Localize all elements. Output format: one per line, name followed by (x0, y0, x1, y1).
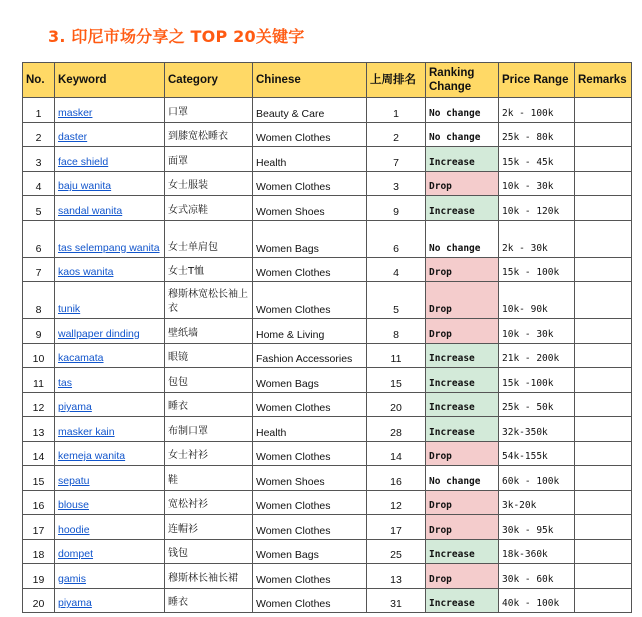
ranking-change-cell: Increase (426, 588, 499, 613)
ranking-change-cell: No change (426, 220, 499, 257)
keyword-link[interactable]: face shield (55, 147, 165, 172)
chinese-cell: Home & Living (253, 319, 367, 344)
keyword-link[interactable]: wallpaper dinding (55, 319, 165, 344)
row-number-cell: 14 (23, 441, 55, 466)
remarks-cell (575, 490, 632, 515)
keyword-link[interactable]: piyama (55, 392, 165, 417)
ranking-change-cell: Increase (426, 539, 499, 564)
table-row (23, 122, 632, 147)
category-cell: 穆斯林宽松长袖上衣 (165, 282, 253, 319)
keyword-table (22, 62, 632, 613)
last-week-rank-cell: 20 (367, 392, 426, 417)
remarks-cell (575, 319, 632, 344)
page-title: 3. 印尼市场分享之 TOP 20关键字 (48, 27, 305, 46)
chinese-cell: Women Clothes (253, 392, 367, 417)
keyword-link[interactable]: tas (55, 368, 165, 393)
ranking-change-cell: Drop (426, 441, 499, 466)
table-row (23, 490, 632, 515)
category-cell: 鞋 (165, 466, 253, 491)
last-week-rank-cell: 1 (367, 98, 426, 123)
table-row (23, 539, 632, 564)
category-cell: 眼镜 (165, 343, 253, 368)
table-row (23, 196, 632, 221)
row-number-cell: 15 (23, 466, 55, 491)
ranking-change-cell: No change (426, 98, 499, 123)
last-week-rank-cell: 6 (367, 220, 426, 257)
category-cell: 睡衣 (165, 392, 253, 417)
chinese-cell: Fashion Accessories (253, 343, 367, 368)
last-week-rank-cell: 7 (367, 147, 426, 172)
keyword-link[interactable]: sandal wanita (55, 196, 165, 221)
last-week-rank-cell: 4 (367, 257, 426, 282)
col-header-remarks: Remarks (575, 63, 632, 98)
keyword-link[interactable]: tunik (55, 282, 165, 319)
chinese-cell: Women Shoes (253, 466, 367, 491)
ranking-change-cell: No change (426, 122, 499, 147)
chinese-cell: Beauty & Care (253, 98, 367, 123)
ranking-change-cell: Increase (426, 196, 499, 221)
remarks-cell (575, 588, 632, 613)
table-row (23, 515, 632, 540)
table-row (23, 417, 632, 442)
keyword-link[interactable]: baju wanita (55, 171, 165, 196)
table-row (23, 220, 632, 257)
price-range-cell: 2k - 30k (499, 220, 575, 257)
last-week-rank-cell: 25 (367, 539, 426, 564)
table-row (23, 441, 632, 466)
remarks-cell (575, 466, 632, 491)
price-range-cell: 10k - 120k (499, 196, 575, 221)
last-week-rank-cell: 11 (367, 343, 426, 368)
remarks-cell (575, 368, 632, 393)
price-range-cell: 25k - 80k (499, 122, 575, 147)
remarks-cell (575, 122, 632, 147)
keyword-link[interactable]: blouse (55, 490, 165, 515)
ranking-change-cell: Drop (426, 564, 499, 589)
table-row (23, 392, 632, 417)
table-header-row (23, 63, 632, 98)
remarks-cell (575, 515, 632, 540)
category-cell: 连帽衫 (165, 515, 253, 540)
last-week-rank-cell: 13 (367, 564, 426, 589)
last-week-rank-cell: 9 (367, 196, 426, 221)
price-range-cell: 21k - 200k (499, 343, 575, 368)
price-range-cell: 30k - 95k (499, 515, 575, 540)
remarks-cell (575, 441, 632, 466)
chinese-cell: Women Clothes (253, 282, 367, 319)
table-body (23, 98, 632, 613)
keyword-link[interactable]: masker (55, 98, 165, 123)
table-row (23, 171, 632, 196)
chinese-cell: Women Shoes (253, 196, 367, 221)
row-number-cell: 3 (23, 147, 55, 172)
remarks-cell (575, 343, 632, 368)
remarks-cell (575, 282, 632, 319)
category-cell: 穆斯林长袖长裙 (165, 564, 253, 589)
keyword-link[interactable]: piyama (55, 588, 165, 613)
row-number-cell: 9 (23, 319, 55, 344)
col-header-no: No. (23, 63, 55, 98)
price-range-cell: 54k-155k (499, 441, 575, 466)
remarks-cell (575, 220, 632, 257)
ranking-change-cell: Increase (426, 147, 499, 172)
category-cell: 壁纸墙 (165, 319, 253, 344)
remarks-cell (575, 564, 632, 589)
last-week-rank-cell: 8 (367, 319, 426, 344)
category-cell: 到膝宽松睡衣 (165, 122, 253, 147)
last-week-rank-cell: 12 (367, 490, 426, 515)
price-range-cell: 2k - 100k (499, 98, 575, 123)
last-week-rank-cell: 28 (367, 417, 426, 442)
row-number-cell: 7 (23, 257, 55, 282)
row-number-cell: 4 (23, 171, 55, 196)
price-range-cell: 40k - 100k (499, 588, 575, 613)
category-cell: 女士服装 (165, 171, 253, 196)
col-header-ranking-change: Ranking Change (426, 63, 499, 98)
col-header-category: Category (165, 63, 253, 98)
category-cell: 钱包 (165, 539, 253, 564)
row-number-cell: 11 (23, 368, 55, 393)
keyword-link[interactable]: sepatu (55, 466, 165, 491)
price-range-cell: 3k-20k (499, 490, 575, 515)
row-number-cell: 10 (23, 343, 55, 368)
category-cell: 布制口罩 (165, 417, 253, 442)
category-cell: 女式凉鞋 (165, 196, 253, 221)
table-row (23, 588, 632, 613)
ranking-change-cell: Drop (426, 319, 499, 344)
keyword-link[interactable]: kacamata (55, 343, 165, 368)
ranking-change-cell: Drop (426, 490, 499, 515)
chinese-cell: Women Clothes (253, 257, 367, 282)
price-range-cell: 30k - 60k (499, 564, 575, 589)
keyword-link[interactable]: kemeja wanita (55, 441, 165, 466)
category-cell: 口罩 (165, 98, 253, 123)
price-range-cell: 60k - 100k (499, 466, 575, 491)
price-range-cell: 15k -100k (499, 368, 575, 393)
keyword-link[interactable]: daster (55, 122, 165, 147)
col-header-keyword: Keyword (55, 63, 165, 98)
category-cell: 女士衬衫 (165, 441, 253, 466)
chinese-cell: Women Clothes (253, 122, 367, 147)
ranking-change-cell: Drop (426, 257, 499, 282)
ranking-change-cell: Increase (426, 368, 499, 393)
keyword-link[interactable]: dompet (55, 539, 165, 564)
ranking-change-cell: Increase (426, 417, 499, 442)
category-cell: 睡衣 (165, 588, 253, 613)
remarks-cell (575, 98, 632, 123)
table-row (23, 368, 632, 393)
last-week-rank-cell: 14 (367, 441, 426, 466)
last-week-rank-cell: 5 (367, 282, 426, 319)
ranking-change-cell: Drop (426, 282, 499, 319)
chinese-cell: Women Clothes (253, 171, 367, 196)
row-number-cell: 20 (23, 588, 55, 613)
last-week-rank-cell: 17 (367, 515, 426, 540)
category-cell: 女士单肩包 (165, 220, 253, 257)
price-range-cell: 15k - 45k (499, 147, 575, 172)
category-cell: 面罩 (165, 147, 253, 172)
table-row (23, 319, 632, 344)
remarks-cell (575, 392, 632, 417)
remarks-cell (575, 417, 632, 442)
price-range-cell: 10k- 90k (499, 282, 575, 319)
last-week-rank-cell: 16 (367, 466, 426, 491)
price-range-cell: 32k-350k (499, 417, 575, 442)
category-cell: 包包 (165, 368, 253, 393)
remarks-cell (575, 257, 632, 282)
row-number-cell: 19 (23, 564, 55, 589)
ranking-change-cell: No change (426, 466, 499, 491)
remarks-cell (575, 196, 632, 221)
last-week-rank-cell: 31 (367, 588, 426, 613)
price-range-cell: 18k-360k (499, 539, 575, 564)
last-week-rank-cell: 2 (367, 122, 426, 147)
table-row (23, 466, 632, 491)
table-row (23, 282, 632, 319)
chinese-cell: Women Clothes (253, 441, 367, 466)
row-number-cell: 12 (23, 392, 55, 417)
last-week-rank-cell: 15 (367, 368, 426, 393)
price-range-cell: 25k - 50k (499, 392, 575, 417)
col-header-last-week-rank: 上周排名 (367, 63, 426, 98)
ranking-change-cell: Drop (426, 515, 499, 540)
chinese-cell: Women Clothes (253, 588, 367, 613)
row-number-cell: 6 (23, 220, 55, 257)
chinese-cell: Women Clothes (253, 515, 367, 540)
keyword-link[interactable]: kaos wanita (55, 257, 165, 282)
keyword-link[interactable]: masker kain (55, 417, 165, 442)
chinese-cell: Women Bags (253, 368, 367, 393)
price-range-cell: 10k - 30k (499, 171, 575, 196)
keyword-link[interactable]: tas selempang wanita (55, 220, 165, 257)
col-header-chinese: Chinese (253, 63, 367, 98)
table-row (23, 257, 632, 282)
keyword-link[interactable]: hoodie (55, 515, 165, 540)
table-row (23, 147, 632, 172)
row-number-cell: 1 (23, 98, 55, 123)
last-week-rank-cell: 3 (367, 171, 426, 196)
chinese-cell: Women Bags (253, 220, 367, 257)
remarks-cell (575, 147, 632, 172)
chinese-cell: Health (253, 417, 367, 442)
row-number-cell: 18 (23, 539, 55, 564)
price-range-cell: 15k - 100k (499, 257, 575, 282)
row-number-cell: 16 (23, 490, 55, 515)
table-row (23, 98, 632, 123)
row-number-cell: 17 (23, 515, 55, 540)
table-row (23, 564, 632, 589)
row-number-cell: 8 (23, 282, 55, 319)
price-range-cell: 10k - 30k (499, 319, 575, 344)
chinese-cell: Women Clothes (253, 564, 367, 589)
category-cell: 女士T恤 (165, 257, 253, 282)
ranking-change-cell: Increase (426, 392, 499, 417)
row-number-cell: 13 (23, 417, 55, 442)
row-number-cell: 5 (23, 196, 55, 221)
chinese-cell: Women Bags (253, 539, 367, 564)
row-number-cell: 2 (23, 122, 55, 147)
chinese-cell: Health (253, 147, 367, 172)
ranking-change-cell: Drop (426, 171, 499, 196)
remarks-cell (575, 171, 632, 196)
remarks-cell (575, 539, 632, 564)
ranking-change-cell: Increase (426, 343, 499, 368)
chinese-cell: Women Clothes (253, 490, 367, 515)
table-row (23, 343, 632, 368)
col-header-price-range: Price Range (499, 63, 575, 98)
category-cell: 宽松衬衫 (165, 490, 253, 515)
keyword-link[interactable]: gamis (55, 564, 165, 589)
